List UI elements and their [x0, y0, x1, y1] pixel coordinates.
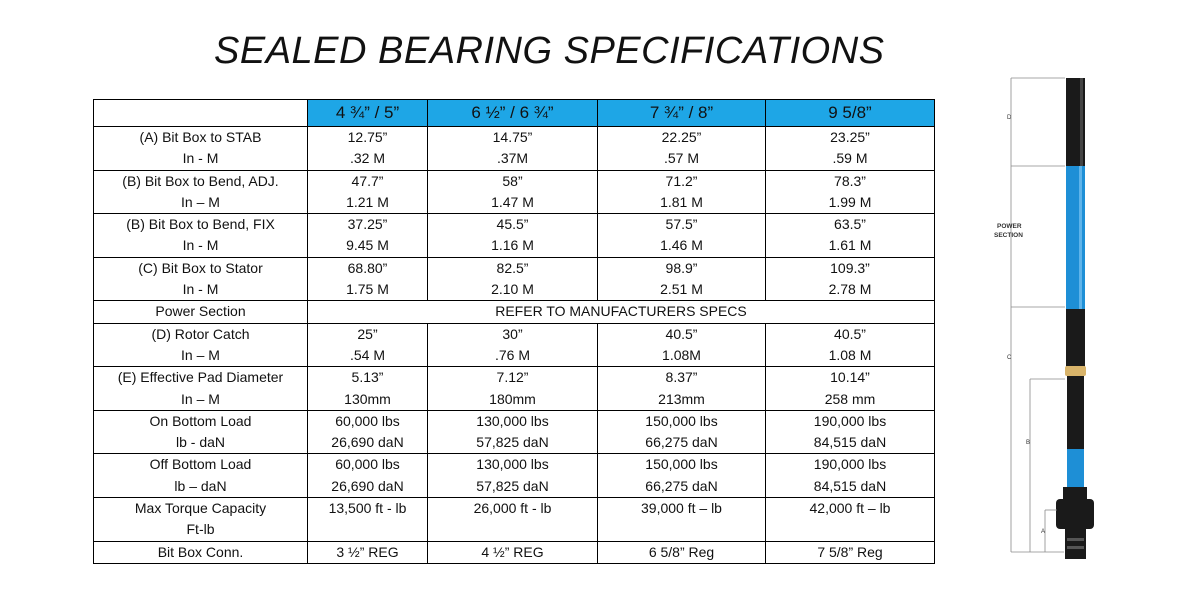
size-header: 9 5/8” [766, 100, 935, 127]
bearing-ring [1065, 366, 1086, 376]
value-cell [598, 127, 766, 171]
value-cell [766, 498, 935, 542]
value-cell [308, 454, 428, 498]
cell-value: 1.08M [662, 346, 701, 363]
cell-value: 25” [357, 325, 378, 342]
cell-value: .76 M [494, 346, 530, 363]
dim-label-d: D [1007, 115, 1012, 121]
cell-value: 1.81 M [660, 193, 703, 210]
cell-value: 150,000 lbs [645, 412, 718, 429]
cell-value: 3 ½” REG [336, 543, 399, 560]
bit-box [1065, 529, 1086, 559]
cell-value: .57 M [663, 150, 699, 167]
cell-value: 26,690 daN [331, 434, 404, 451]
value-cell [428, 127, 598, 171]
table-row [94, 367, 935, 411]
size-header: 4 ¾” / 5” [308, 100, 428, 127]
value-cell [308, 410, 428, 454]
cell-value: 58” [502, 172, 523, 189]
spec-table [93, 99, 935, 564]
cell-value: 6 5/8” Reg [648, 543, 715, 560]
cell-value: 78.3” [834, 172, 866, 189]
row-label: In – M [181, 390, 220, 407]
cell-value: 2.78 M [828, 281, 872, 298]
cell-value: 1.75 M [346, 281, 389, 298]
value-cell [428, 367, 598, 411]
row-label: Ft-lb [186, 521, 215, 538]
cell-value: 2.51 M [660, 281, 703, 298]
power-section-label-1: POWER [997, 223, 1022, 230]
cell-value: 213mm [658, 390, 705, 407]
cell-value: 7.12” [496, 369, 529, 386]
power-section-label-2: SECTION [994, 232, 1023, 239]
cell-value: 8.37” [665, 369, 698, 386]
cell-value: 37.25” [347, 216, 388, 233]
cell-value: .59 M [832, 150, 868, 167]
row-label: (E) Effective Pad Diameter [117, 369, 284, 386]
row-label: In - M [182, 281, 219, 298]
table-row [94, 498, 935, 542]
value-cell [308, 541, 428, 563]
cell-value: 2.10 M [491, 281, 534, 298]
row-label-cell [94, 367, 308, 411]
value-cell [598, 410, 766, 454]
cell-value: 150,000 lbs [645, 456, 718, 473]
row-label-cell [94, 301, 308, 323]
cell-value: 26,690 daN [331, 477, 404, 494]
cell-value: 84,515 daN [813, 477, 887, 494]
value-cell [428, 214, 598, 258]
value-cell [428, 454, 598, 498]
dim-label-b: B [1026, 440, 1031, 446]
row-label: Max Torque Capacity [134, 500, 267, 517]
bit-box-thread [1067, 538, 1084, 541]
power-section-stripe [1079, 166, 1082, 309]
value-cell [308, 323, 428, 367]
cell-value: 60,000 lbs [335, 412, 400, 429]
value-cell [308, 257, 428, 301]
cell-value: 1.47 M [491, 193, 534, 210]
cell-value: 42,000 ft – lb [809, 500, 891, 517]
cell-value: 10.14” [830, 369, 870, 386]
table-row [94, 541, 935, 563]
cell-value: 1.61 M [828, 237, 872, 254]
row-label-cell [94, 323, 308, 367]
cell-value: 45.5” [496, 216, 529, 233]
row-label: In – M [181, 346, 220, 363]
value-cell [598, 257, 766, 301]
cell-value: 1.08 M [828, 346, 872, 363]
cell-value: 30” [502, 325, 523, 342]
table-row [94, 257, 935, 301]
row-label-cell [94, 170, 308, 214]
cell-value: 258 mm [824, 390, 876, 407]
value-cell [766, 127, 935, 171]
dim-label-a: A [1041, 529, 1046, 535]
value-cell [308, 214, 428, 258]
value-cell [766, 367, 935, 411]
cell-value: 1.46 M [660, 237, 703, 254]
cell-value: 190,000 lbs [813, 412, 887, 429]
header-blank-cell [94, 100, 308, 127]
row-label: (B) Bit Box to Bend, ADJ. [122, 172, 279, 189]
table-row [94, 170, 935, 214]
cell-value: 60,000 lbs [335, 456, 400, 473]
cell-value: 40.5” [834, 325, 866, 342]
cell-value: 14.75” [492, 129, 533, 145]
value-cell [598, 454, 766, 498]
value-cell [598, 170, 766, 214]
cell-value: 9.45 M [346, 237, 389, 254]
table-row [94, 454, 935, 498]
value-cell [308, 498, 428, 542]
cell-value: 7 5/8” Reg [817, 543, 883, 560]
cell-value: 57,825 daN [476, 434, 549, 451]
cell-value: 180mm [489, 390, 536, 407]
row-label: In - M [182, 237, 219, 254]
row-label: In - M [182, 150, 219, 167]
row-label: Power Section [155, 303, 246, 320]
row-label-cell [94, 498, 308, 542]
cell-value: 13,500 ft - lb [328, 500, 407, 517]
cell-value: 22.25” [661, 129, 702, 145]
cell-value: 63.5” [834, 216, 866, 233]
value-cell [428, 257, 598, 301]
cell-value: 23.25” [830, 129, 870, 145]
cell-value: 57.5” [665, 216, 698, 233]
cell-value: 84,515 daN [813, 434, 887, 451]
bearing-housing [1067, 376, 1084, 449]
row-label-cell [94, 214, 308, 258]
value-cell [598, 323, 766, 367]
cell-value: 12.75” [347, 129, 388, 145]
cell-value: 1.16 M [491, 237, 534, 254]
row-label-cell [94, 127, 308, 171]
row-label-cell [94, 541, 308, 563]
cell-value: 57,825 daN [476, 477, 549, 494]
stator-lower [1066, 309, 1085, 367]
row-label: On Bottom Load [149, 412, 252, 429]
row-label: lb – daN [174, 477, 227, 494]
value-cell [766, 323, 935, 367]
stabilizer [1056, 499, 1094, 529]
cell-value: 66,275 daN [645, 434, 718, 451]
bit-box-upper [1063, 487, 1087, 499]
table-row [94, 127, 935, 171]
cell-value: 71.2” [665, 172, 698, 189]
cell-value: .54 M [349, 346, 385, 363]
tool-top-highlight [1080, 78, 1083, 166]
cell-value: 190,000 lbs [813, 456, 887, 473]
cell-value: 130,000 lbs [476, 456, 549, 473]
size-header: 6 ½” / 6 ¾” [428, 100, 598, 127]
cell-value: 40.5” [665, 325, 698, 342]
row-label: (A) Bit Box to STAB [139, 129, 262, 145]
table-row [94, 214, 935, 258]
value-cell [598, 367, 766, 411]
cell-value: 98.9” [665, 259, 698, 276]
value-cell [428, 170, 598, 214]
row-label-cell [94, 454, 308, 498]
bearing-blue-band [1067, 449, 1084, 487]
table-row [94, 323, 935, 367]
row-label-cell [94, 257, 308, 301]
power-section-row [94, 301, 935, 323]
value-cell [428, 410, 598, 454]
cell-value: 109.3” [830, 259, 870, 276]
value-cell [598, 498, 766, 542]
row-label: (D) Rotor Catch [151, 325, 250, 342]
header-row [94, 100, 935, 127]
row-label: Off Bottom Load [149, 456, 252, 473]
cell-value: 1.99 M [828, 193, 872, 210]
value-cell [598, 541, 766, 563]
cell-value: 66,275 daN [645, 477, 718, 494]
cell-value: 130mm [344, 390, 391, 407]
value-cell [766, 214, 935, 258]
row-label: (B) Bit Box to Bend, FIX [126, 216, 275, 233]
value-cell [308, 170, 428, 214]
table-row [94, 410, 935, 454]
size-header: 7 ¾” / 8” [598, 100, 766, 127]
cell-value: 5.13” [351, 369, 384, 386]
cell-value: 39,000 ft – lb [641, 500, 722, 517]
row-label-cell [94, 410, 308, 454]
value-cell [308, 127, 428, 171]
value-cell [766, 541, 935, 563]
cell-value: 130,000 lbs [476, 412, 549, 429]
row-label: Bit Box Conn. [157, 543, 244, 560]
power-section-note: REFER TO MANUFACTURERS SPECS [495, 303, 747, 320]
motor-diagram [985, 70, 1105, 570]
cell-value: 26,000 ft - lb [473, 500, 552, 517]
value-cell [766, 454, 935, 498]
row-label: In – M [181, 193, 220, 210]
page-title: SEALED BEARING SPECIFICATIONS [214, 30, 885, 72]
value-cell [598, 214, 766, 258]
row-label: lb - daN [175, 434, 226, 451]
value-cell [428, 323, 598, 367]
dim-label-c: C [1007, 355, 1012, 361]
cell-value: 4 ½” REG [481, 543, 544, 560]
cell-value: 68.80” [347, 259, 388, 276]
value-cell [428, 498, 598, 542]
value-cell [766, 257, 935, 301]
cell-value: 82.5” [496, 259, 529, 276]
value-cell [766, 410, 935, 454]
bit-box-thread [1067, 546, 1084, 549]
cell-value: .37M [496, 150, 529, 167]
value-cell [428, 541, 598, 563]
value-cell [766, 170, 935, 214]
row-label: (C) Bit Box to Stator [138, 259, 263, 276]
cell-value: 47.7” [351, 172, 384, 189]
cell-value: .32 M [349, 150, 385, 167]
power-section-body [1066, 166, 1085, 309]
value-cell [308, 367, 428, 411]
cell-value: 1.21 M [346, 193, 389, 210]
power-section-note-cell [308, 301, 935, 323]
